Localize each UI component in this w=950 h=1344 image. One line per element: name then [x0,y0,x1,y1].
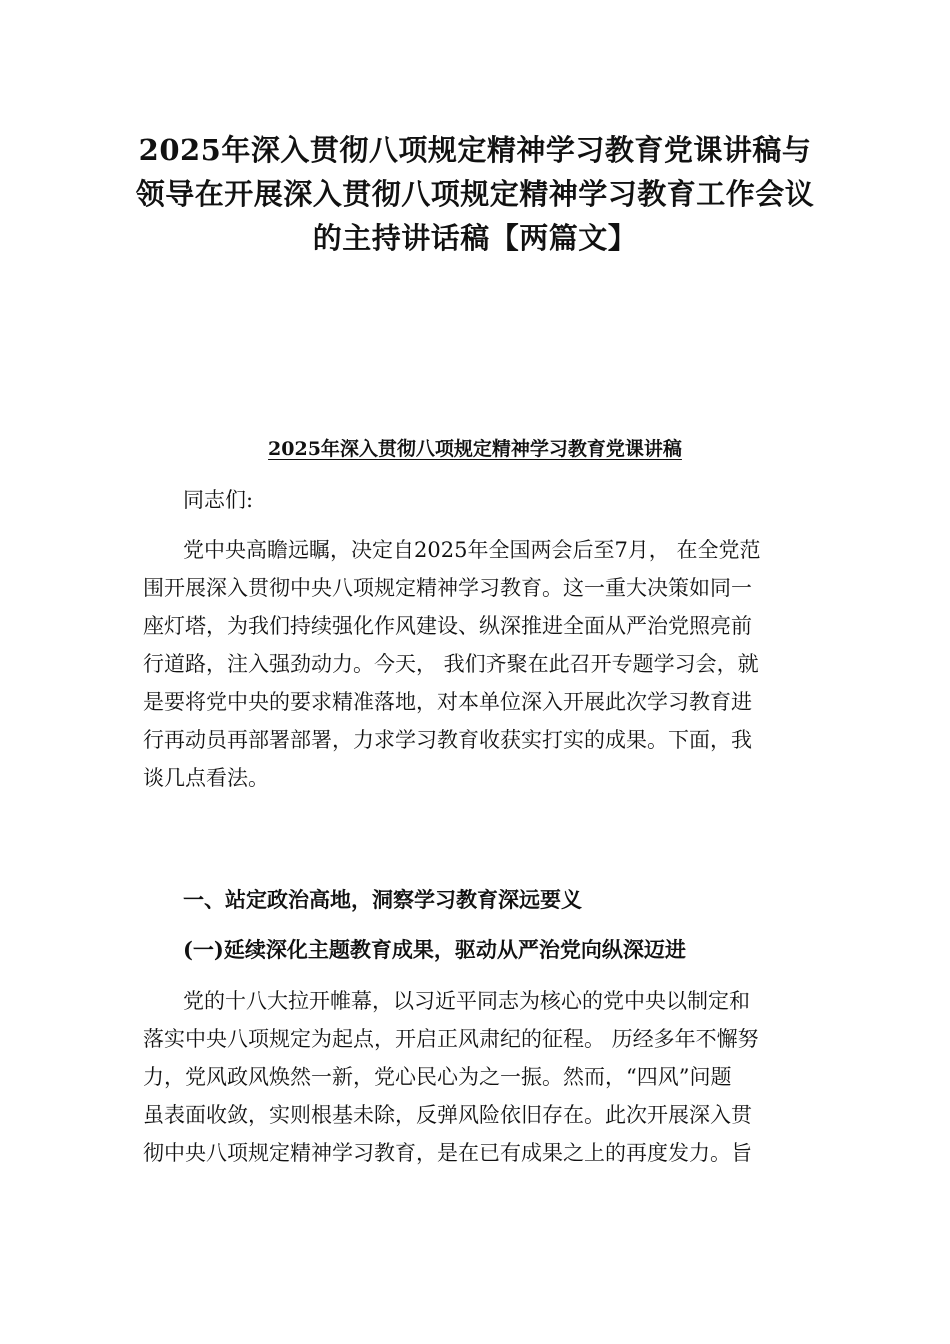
paragraph-line: 党中央高瞻远瞩，决定自2025年全国两会后至7月， 在全党范 [183,538,761,562]
title-line: 领导在开展深入贯彻八项规定精神学习教育工作会议 [135,177,815,211]
title-line: 的主持讲话稿【两篇文】 [312,221,638,255]
paragraph-line: 座灯塔，为我们持续强化作风建设、纵深推进全面从严治党照亮前 [143,614,752,638]
title-line: 2025年深入贯彻八项规定精神学习教育党课讲稿与 [138,133,812,167]
paragraph-1 [143,531,813,797]
paragraph-line: 是要将党中央的要求精准落地，对本单位深入开展此次学习教育进 [143,690,752,714]
paragraph-line: 力，党风政风焕然一新，党心民心为之一振。然而，“四风”问题 [143,1065,732,1089]
paragraph-line: 围开展深入贯彻中央八项规定精神学习教育。这一重大决策如同一 [143,576,752,600]
paragraph-line: 行道路，注入强劲动力。今天， 我们齐聚在此召开专题学习会，就 [143,652,759,676]
paragraph-line: 彻中央八项规定精神学习教育，是在已有成果之上的再度发力。旨 [143,1141,752,1165]
paragraph-line: 行再动员再部署部署，力求学习教育收获实打实的成果。下面，我 [143,728,752,752]
paragraph-line: 党的十八大拉开帷幕，以习近平同志为核心的党中央以制定和 [183,989,750,1013]
heading-level-1: 一、站定政治高地，洞察学习教育深远要义 [183,887,582,912]
paragraph-2 [143,982,813,1172]
paragraph-line: 谈几点看法。 [143,766,269,790]
document-title [130,128,820,260]
paragraph-line: 虽表面收敛，实则根基未除，反弹风险依旧存在。此次开展深入贯 [143,1103,752,1127]
section-heading: 2025年深入贯彻八项规定精神学习教育党课讲稿 [268,438,682,460]
heading-level-2: (一)延续深化主题教育成果，驱动从严治党向纵深迈进 [183,937,686,962]
greeting: 同志们: [183,488,254,512]
paragraph-line: 落实中央八项规定为起点，开启正风肃纪的征程。 历经多年不懈努 [143,1027,759,1051]
